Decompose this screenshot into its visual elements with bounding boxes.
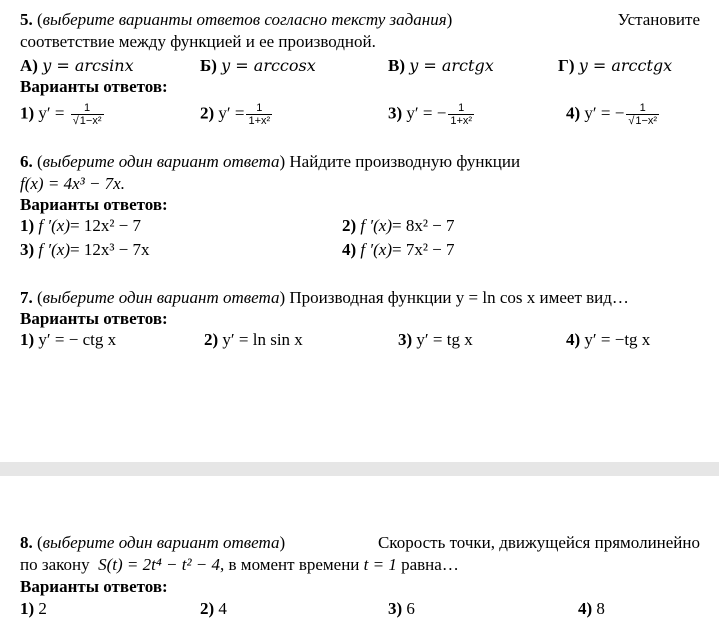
q5-function-a: А) y = arcsinx: [20, 56, 134, 75]
q5-answer-3: 3) y′ = − $\frac{1}{\text{1+x²}}$: [388, 102, 473, 127]
q6-answer-2: 2) f ′(x)= 8x² − 7: [342, 216, 455, 235]
q6-function: f(x) = 4x³ − 7x.: [20, 174, 125, 193]
q8-answers-heading: Варианты ответов:: [20, 577, 168, 596]
q6-answers-heading: Варианты ответов:: [20, 195, 168, 214]
q5-line-1: 5. (выберите варианты ответов согласно тексту задания) Установите: [20, 10, 700, 29]
q7-instruction: выберите один вариант ответа: [42, 288, 280, 307]
q8-text-1: Скорость точки, движущейся прямолинейно: [377, 533, 700, 552]
q5-function-g: Г) y = arcctgx: [558, 56, 673, 75]
q8-answer-4: 4) 8: [578, 599, 605, 618]
q6-answer-4: 4) f ′(x)= 7x² − 7: [342, 240, 455, 259]
q7-answers-heading: Варианты ответов:: [20, 309, 168, 328]
q8-answer-3: 3) 6: [388, 599, 415, 618]
q5-text-2: соответствие между функцией и ее производной.: [20, 32, 376, 51]
q7-answer-2: 2) y′ = ln sin x: [204, 330, 303, 349]
q7-number: 7.: [20, 288, 33, 307]
q5-answer-4: 4) y′ = − $\frac{1}{\text{√1−x²}}$: [566, 102, 658, 127]
page-break-divider: [0, 462, 719, 476]
q8-instruction: выберите один вариант ответа: [42, 533, 280, 552]
q6-number: 6.: [20, 152, 33, 171]
q5-function-v: В) y = arctgx: [388, 56, 494, 75]
q8-number: 8.: [20, 533, 33, 552]
q7-answer-4: 4) y′ = −tg x: [566, 330, 651, 349]
q8-line-2: по закону S(t) = 2t⁴ − t² − 4, в момент времени t = 1 равна…: [20, 555, 459, 574]
q5-text-1: Установите: [617, 10, 700, 29]
q6-instruction: выберите один вариант ответа: [42, 152, 280, 171]
q8-moment: t = 1: [363, 555, 397, 574]
q7-answer-3: 3) y′ = tg x: [398, 330, 473, 349]
q5-function-b: Б) y = arccosx: [200, 56, 316, 75]
q8-answer-1: 1) 2: [20, 599, 47, 618]
q8-answer-2: 2) 4: [200, 599, 227, 618]
q6-answer-1: 1) f ′(x)= 12x² − 7: [20, 216, 142, 235]
q5-number: 5.: [20, 10, 33, 29]
document-page-2: [0, 476, 719, 628]
q5-answers-heading: Варианты ответов:: [20, 77, 168, 96]
q5-answer-1: 1) y′ = $\frac{1}{\text{√1−x²}}$: [20, 102, 102, 127]
q6-answer-3: 3) f ′(x)= 12x³ − 7x: [20, 240, 150, 259]
q6-line-1: 6. (выберите один вариант ответа) Найдите производную функции: [20, 152, 521, 171]
q5-answer-2: 2) y′ = $\frac{1}{\text{1+x²}}$: [200, 102, 271, 127]
q6-text: Найдите производную функции: [289, 152, 521, 171]
q5-instruction: выберите варианты ответов согласно тексту задания: [42, 10, 447, 29]
q7-text: Производная функции y = ln cos x имеет вид…: [289, 288, 629, 307]
q7-line-1: 7. (выберите один вариант ответа) Производная функции y = ln cos x имеет вид…: [20, 288, 629, 307]
q8-line-1: 8. (выберите один вариант ответа) Скорость точки, движущейся прямолинейно: [20, 533, 700, 552]
q7-answer-1: 1) y′ = − ctg x: [20, 330, 117, 349]
q8-formula: S(t) = 2t⁴ − t² − 4: [98, 555, 221, 574]
